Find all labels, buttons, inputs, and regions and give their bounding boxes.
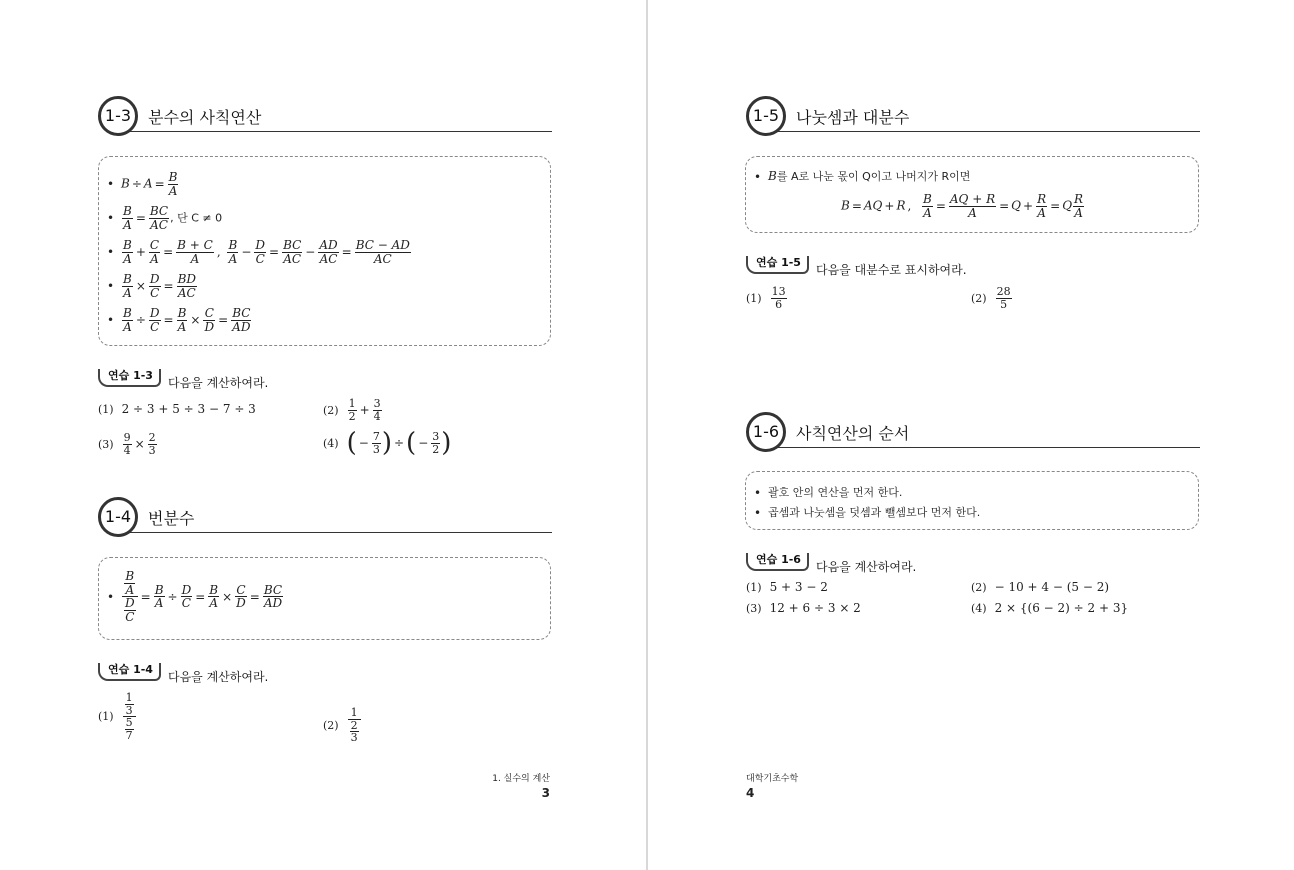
exercise-prompt: 다음을 계산하여라. xyxy=(168,376,269,390)
rule-multiply: • $\frac{B}{A}$ × $\frac{D}{C}$ = $\frac{BD}{AC}$ xyxy=(107,272,197,300)
problem-1-3-1: (1) 2 ÷ 3 + 5 ÷ 3 − 7 ÷ 3 xyxy=(98,402,256,416)
footer-chapter-title: 1. 실수의 계산 xyxy=(492,774,550,784)
section-title: 번분수 xyxy=(148,509,195,528)
problem-expr: − 10 + 4 − (5 − 2) xyxy=(994,580,1110,594)
section-title: 사칙연산의 순서 xyxy=(796,424,910,443)
exercise-tag: 연습 1-4 xyxy=(98,663,161,681)
section-title: 나눗셈과 대분수 xyxy=(796,108,910,127)
problem-1-6-2: (2) − 10 + 4 − (5 − 2) xyxy=(971,580,1110,594)
section-heading-1-4 xyxy=(98,497,552,541)
exercise-prompt: 다음을 대분수로 표시하여라. xyxy=(816,263,967,277)
rule-division: • B ÷ A = $\frac{B}{A}$ xyxy=(107,170,178,198)
exercise-tag: 연습 1-3 xyxy=(98,369,161,387)
exercise-1-6 xyxy=(746,553,1046,575)
page-number: 3 xyxy=(541,786,550,800)
section-heading-1-6 xyxy=(746,412,1200,456)
section-number: 1-6 xyxy=(746,412,786,452)
problem-1-4-2: (2) 1 $\frac{2}{3}$ xyxy=(323,707,362,744)
rule-parentheses-first: • 괄호 안의 연산을 먼저 한다. xyxy=(754,486,903,500)
rule-box-1-3 xyxy=(98,156,551,346)
section-number: 1-4 xyxy=(98,497,138,537)
exercise-1-4 xyxy=(98,663,398,685)
section-number: 1-3 xyxy=(98,96,138,136)
rule-complex-fraction: • $\frac{\frac{B}{A}}{\frac{D}{C}}$ = $\frac{B}{A}$ ÷ $\frac{D}{C}$ = $\frac{B}{A}$ × $\frac{C}{D}$ = $\frac{BC}{AD}$ xyxy=(107,569,283,624)
rule-mul-div-first: • 곱셈과 나눗셈을 덧셈과 뺄셈보다 먼저 한다. xyxy=(754,506,981,520)
problem-1-4-1: (1) $\frac{1}{3}$ $\frac{5}{7}$ xyxy=(98,692,137,741)
page-4 xyxy=(648,0,1294,870)
exercise-1-3 xyxy=(98,369,398,391)
section-heading-1-5 xyxy=(746,96,1200,140)
problem-1-3-3: (3) $\frac{9}{4}$ × $\frac{2}{3}$ xyxy=(98,431,156,457)
problem-1-5-1: (1) 13 6 xyxy=(746,285,786,311)
exercise-tag: 연습 1-6 xyxy=(746,553,809,571)
exercise-prompt: 다음을 계산하여라. xyxy=(168,670,269,684)
rule-equivalent: • $\frac{B}{A}$ = $\frac{BC}{AC}$ , 단 C ≠ 0 xyxy=(107,204,223,232)
rule-divide: • $\frac{B}{A}$ ÷ $\frac{D}{C}$ = $\frac{B}{A}$ × $\frac{C}{D}$ = $\frac{BC}{AD}$ xyxy=(107,306,251,334)
rule-box-1-5 xyxy=(745,156,1199,233)
problem-1-3-2: (2) 1 2 + $\frac{3}{4}$ xyxy=(323,397,381,423)
problem-1-3-4: (4) ( − $\frac{7}{3}$ ) ÷ ( − $\frac{3}{2}$ ) xyxy=(323,428,452,458)
heading-rule xyxy=(776,447,1200,448)
rule-add-sub: • $\frac{B}{A}$ + $\frac{C}{A}$ = $\frac{B + C}{A}$ , $\frac{B}{A}$ − $\frac{D}{C}$ = $\frac{BC}{AC}$ − $\frac{AD}{AC}$ = $\frac{BC - AD}{AC}$ xyxy=(107,238,410,266)
rule-box-1-6 xyxy=(745,471,1199,530)
exercise-tag: 연습 1-5 xyxy=(746,256,809,274)
condition-text: , 단 C ≠ 0 xyxy=(170,211,223,225)
problem-expr: 5 + 3 − 2 xyxy=(769,580,828,594)
section-number: 1-5 xyxy=(746,96,786,136)
exercise-1-5 xyxy=(746,256,1046,278)
page-3 xyxy=(0,0,646,870)
heading-rule xyxy=(128,532,552,533)
exercise-prompt: 다음을 계산하여라. xyxy=(816,560,917,574)
problem-1-6-3: (3) 12 + 6 ÷ 3 × 2 xyxy=(746,601,861,615)
problem-1-6-1: (1) 5 + 3 − 2 xyxy=(746,580,828,594)
problem-expr: 2 × {(6 − 2) ÷ 2 + 3} xyxy=(994,601,1129,615)
problem-expr: 12 + 6 ÷ 3 × 2 xyxy=(769,601,861,615)
rule-quotient-remainder: • B를 A로 나눈 몫이 Q이고 나머지가 R이면 xyxy=(754,169,971,184)
heading-rule xyxy=(128,131,552,132)
page-number: 4 xyxy=(746,786,755,800)
section-heading-1-3 xyxy=(98,96,552,140)
problem-1-6-4: (4) 2 × {(6 − 2) ÷ 2 + 3} xyxy=(971,601,1129,615)
problem-1-5-2: (2) 28 5 xyxy=(971,285,1011,311)
problem-expr: 2 ÷ 3 + 5 ÷ 3 − 7 ÷ 3 xyxy=(121,402,256,416)
heading-rule xyxy=(776,131,1200,132)
footer-book-title: 대학기초수학 xyxy=(746,774,799,784)
rule-box-1-4 xyxy=(98,557,551,640)
rule-mixed-number: B = AQ + R , $\frac{B}{A}$ = $\frac{AQ + R}{A}$ = Q + $\frac{R}{A}$ = Q $\frac{R}{A}$ xyxy=(841,192,1084,220)
section-title: 분수의 사칙연산 xyxy=(148,108,262,127)
